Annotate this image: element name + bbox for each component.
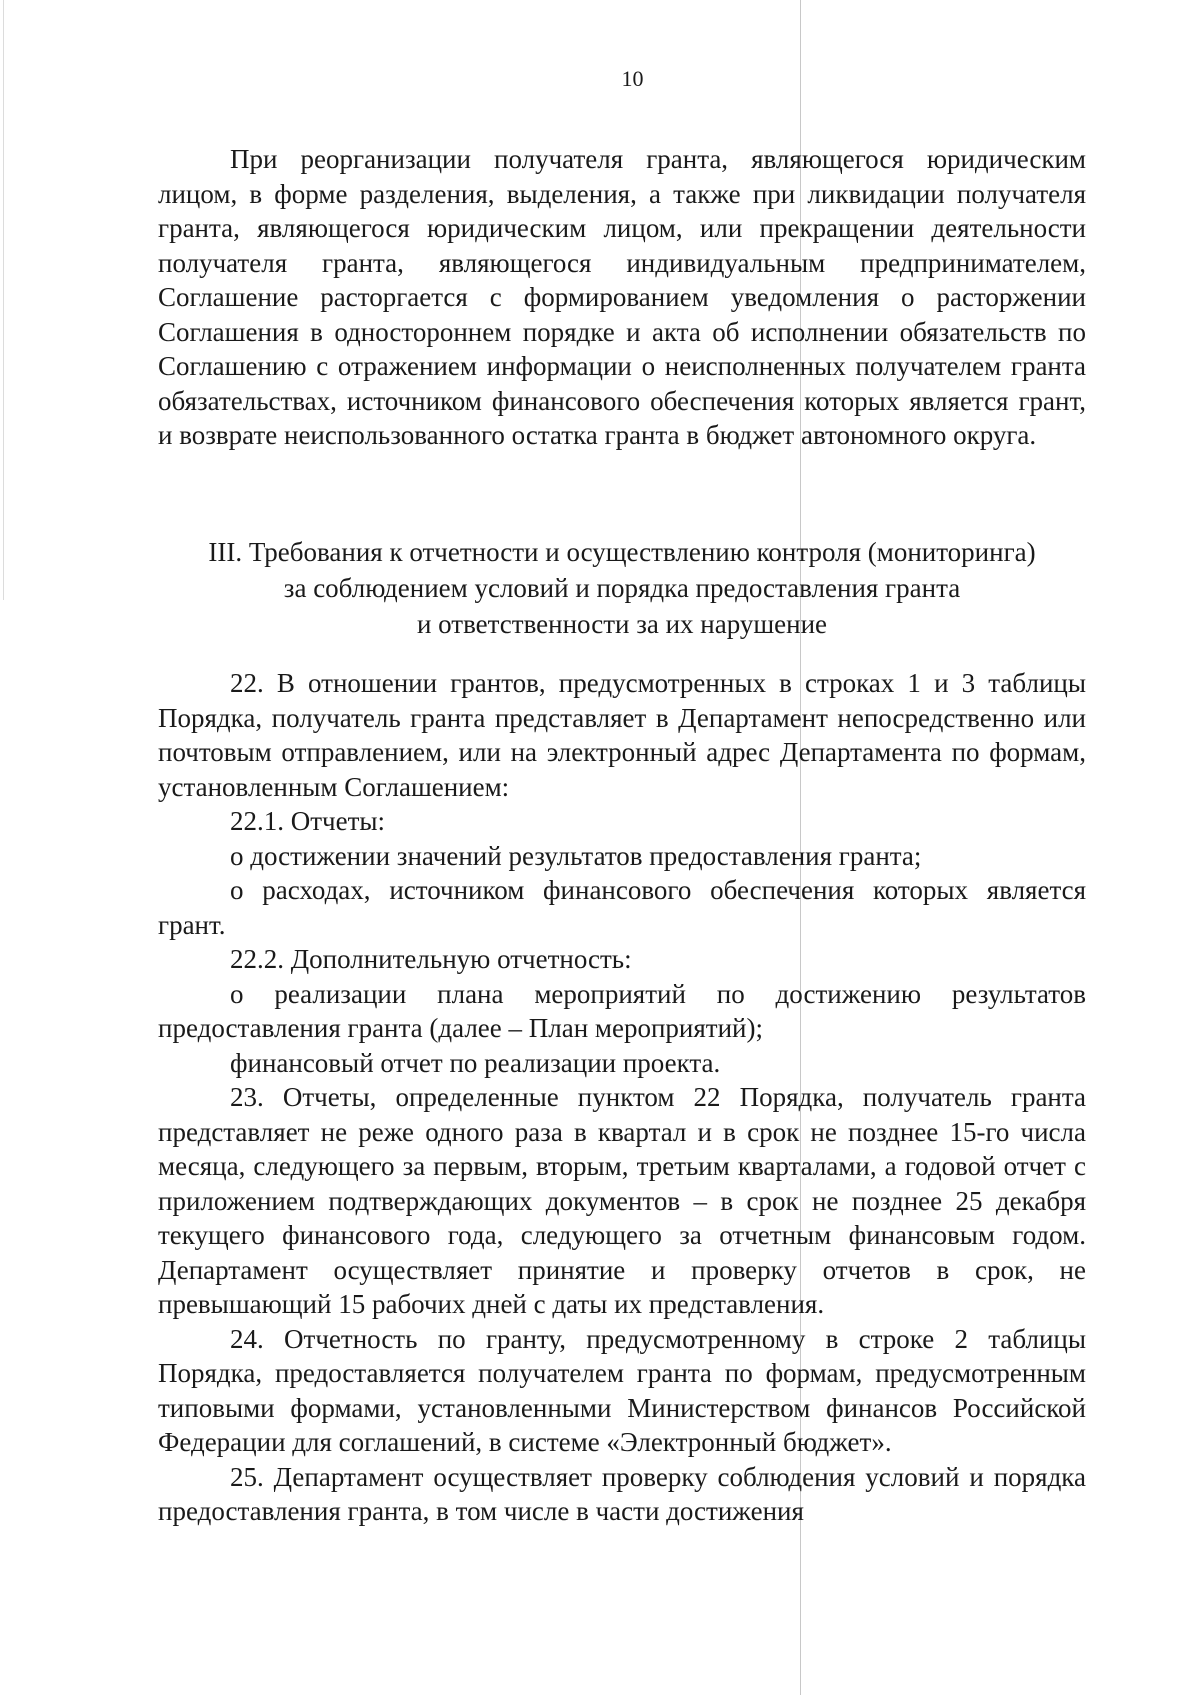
section-heading-line-2: за соблюдением условий и порядка предоставления гранта xyxy=(283,573,961,603)
paragraph-22-2: 22.2. Дополнительную отчетность: xyxy=(230,944,632,974)
paragraph-22-2-b: финансовый отчет по реализации проекта. xyxy=(230,1047,721,1078)
paragraph-22-1: 22.1. Отчеты: xyxy=(230,806,386,836)
paragraph-22-1-b: о расходах, источником финансового обеспечения которых является грант. xyxy=(158,875,1086,940)
intro-block xyxy=(158,142,1086,453)
paragraph-22-1-a: о достижении значений результатов предоставления гранта; xyxy=(230,840,922,871)
section-body xyxy=(158,666,1086,1529)
section-heading-line-3: и ответственности за их нарушение xyxy=(416,609,828,639)
paragraph-25: 25. Департамент осуществляет проверку соблюдения условий и порядка предоставления гранта, в том числе в части достижения xyxy=(158,1461,1086,1526)
paragraph-22: 22. В отношении грантов, предусмотренных в строках 1 и 3 таблицы Порядка, получатель гранта представляет в Департамент непосредственно или почтовым отправлением, или на электронный адрес Департамента по формам, установленным Соглашением: xyxy=(158,668,1086,802)
paragraph-22-2-a: о реализации плана мероприятий по достижению результатов предоставления гранта (далее – План мероприятий); xyxy=(158,978,1086,1043)
section-heading xyxy=(158,534,1086,642)
paragraph-24: 24. Отчетность по гранту, предусмотренному в строке 2 таблицы Порядка, предоставляется получателем гранта по формам, предусмотренным типовыми формами, установленными Министерством финансов Российской Федерации для соглашений, в системе «Электронный бюджет». xyxy=(158,1323,1086,1457)
page-number: 10 xyxy=(621,66,644,91)
paragraph-23: 23. Отчеты, определенные пунктом 22 Порядка, получатель гранта представляет не реже одного раза в квартал и в срок не позднее 15-го числа месяца, следующего за первым, вторым, третьим кварталами, а годовой отчет с приложением подтверждающих документов – в срок не позднее 25 декабря текущего финансового года, следующего за отчетным финансовым годом. Департамент осуществляет принятие и проверку отчетов в срок, не превышающий 15 рабочих дней с даты их представления. xyxy=(158,1082,1086,1319)
section-heading-line-1: III. Требования к отчетности и осуществлению контроля (мониторинга) xyxy=(208,537,1036,567)
intro-paragraph: При реорганизации получателя гранта, являющегося юридическим лицом, в форме разделения, выделения, а также при ликвидации получателя гранта, являющегося юридическим лицом, или прекращении деятельности получателя гранта, являющегося индивидуальным предпринимателем, Соглашение расторгается с формированием уведомления о расторжении Соглашения в одностороннем порядке и акта об исполнении обязательств по Соглашению с отражением информации о неисполненных получателем гранта обязательствах, источником финансового обеспечения которых является грант, и возврате неиспользованного остатка гранта в бюджет автономного округа. xyxy=(158,144,1086,450)
